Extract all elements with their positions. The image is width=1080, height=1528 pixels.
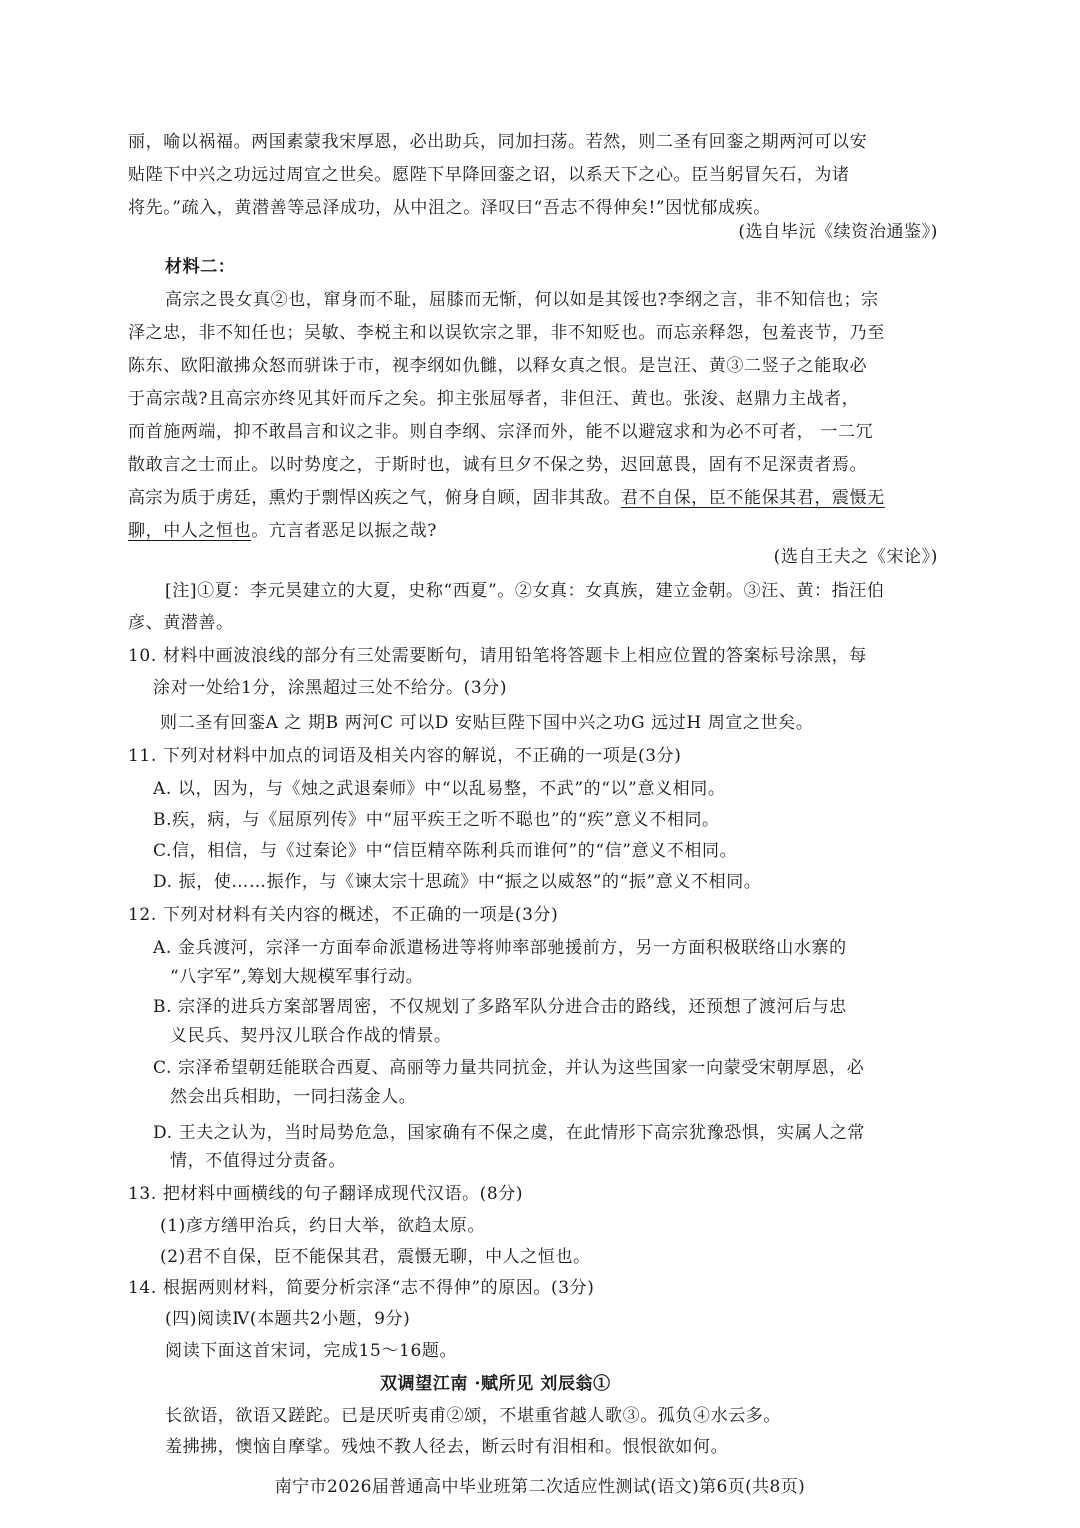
- question-10-stem: 10. 材料中画波浪线的部分有三处需要断句，请用铅笔将答题卡上相应位置的答案标号涂黑，每: [128, 646, 867, 666]
- poem-title: 双调望江南 ·赋所见 刘辰翁①: [380, 1374, 611, 1394]
- source-citation-2: (选自王夫之《宋论》): [773, 547, 938, 567]
- page-footer: 南宁市2026届普通高中毕业班第二次适应性测试(语文)第6页(共8页): [274, 1477, 806, 1497]
- question-13-item-1: (1)彦方缮甲治兵，约日大举，欲趋太原。: [160, 1216, 486, 1236]
- question-11-option-b: B.疾，病，与《屈原列传》中“屈平疾王之听不聪也”的“疾”意义不相同。: [153, 810, 720, 830]
- question-11-option-a: A. 以，因为，与《烛之武退秦师》中“以乱易整，不武”的“以”意义相同。: [153, 779, 726, 799]
- question-12-option-c: C. 宗泽希望朝廷能联合西夏、高丽等力量共同抗金，并认为这些国家一向蒙受宋朝厚恩，必: [153, 1058, 865, 1078]
- material2-line: 泽之忠，非不知任也；吴敏、李棁主和以误钦宗之罪，非不知贬也。而忘亲释怨，包羞丧节，乃至: [128, 323, 885, 343]
- material2-line: 高宗之畏女真②也，窜身而不耻，屈膝而无惭，何以如是其馁也?李纲之言，非不知信也；宗: [165, 290, 879, 310]
- material1-line: 将先。”疏入，黄潜善等忌泽成功，从中沮之。泽叹曰“吾志不得伸矣!”因忧郁成疾。: [128, 198, 771, 218]
- material2-line-text: 高宗为质于虏廷，熏灼于剽悍凶疾之气，俯身自顾，固非其敌。: [128, 488, 621, 508]
- question-12-option-d-cont: 情，不值得过分责备。: [170, 1151, 346, 1171]
- question-13-item-2: (2)君不自保，臣不能保其君，震慑无聊，中人之恒也。: [160, 1247, 591, 1267]
- section-4-title: (四)阅读Ⅳ(本题共2小题，9分): [165, 1309, 411, 1329]
- material1-line: 丽，喻以祸福。两国素蒙我宋厚恩，必出助兵，同加扫荡。若然，则二圣有回銮之期两河可以安: [128, 132, 868, 152]
- material2-title: 材料二：: [165, 257, 236, 277]
- notes-line: 彦、黄潜善。: [128, 613, 234, 633]
- material2-line: 于高宗哉?且高宗亦终见其奸而斥之矣。抑主张屈辱者，非但汪、黄也。张浚、赵鼎力主战者，: [128, 389, 860, 409]
- material2-line: [128, 487, 885, 509]
- question-11-option-c: C.信，相信，与《过秦论》中“信臣精卒陈利兵而谁何”的“信”意义不相同。: [153, 841, 738, 861]
- material2-line: 陈东、欧阳澈拂众怒而骈诛于市，视李纲如仇雠，以释女真之恨。是岂汪、黄③二竖子之能取必: [128, 356, 868, 376]
- question-12-option-b: B. 宗泽的进兵方案部署周密，不仅规划了多路军队分进合击的路线，还预想了渡河后与忠: [153, 997, 847, 1017]
- question-11-stem: 11. 下列对材料中加点的词语及相关内容的解说，不正确的一项是(3分): [128, 746, 682, 766]
- poem-line: 羞拂拂，懊恼自摩挲。残烛不教人径去，断云时有泪相和。恨恨欲如何。: [165, 1437, 729, 1457]
- material1-line: 贴陛下中兴之功远过周宣之世矣。愿陛下早降回銮之诏，以系天下之心。臣当躬冒矢石，为诸: [128, 165, 850, 185]
- question-12-option-a: A. 金兵渡河，宗泽一方面奉命派遣杨进等将帅率部驰援前方，另一方面积极联络山水寨的: [153, 938, 847, 958]
- question-10-stem-cont: 涂对一处给1分，涂黑超过三处不给分。(3分): [153, 678, 508, 698]
- question-12-stem: 12. 下列对材料有关内容的概述，不正确的一项是(3分): [128, 905, 559, 925]
- question-12-option-a-cont: “八字军”,筹划大规模军事行动。: [170, 967, 424, 987]
- material2-line: 散敢言之士而止。以时势度之，于斯时也，诚有旦夕不保之势，迟回葸畏，固有不足深责者焉。: [128, 455, 868, 475]
- question-11-option-d: D. 振，使……振作，与《谏太宗十思疏》中“振之以威怒”的“振”意义不相同。: [153, 872, 762, 892]
- material2-line-text: 。亢言者恶足以振之哉?: [251, 521, 437, 541]
- material2-line: 而首施两端，抑不敢昌言和议之非。则自李纲、宗泽而外，能不以避寇求和为必不可者， 一二冗: [128, 422, 874, 442]
- question-14-stem: 14. 根据两则材料，简要分析宗泽“志不得伸”的原因。(3分): [128, 1278, 595, 1298]
- underlined-sentence: 君不自保，臣不能保其君，震慑无: [620, 488, 885, 508]
- source-citation-1: (选自毕沅《续资治通鉴》): [738, 222, 938, 242]
- underlined-sentence: 聊，中人之恒也: [128, 521, 252, 541]
- section-4-instruction: 阅读下面这首宋词，完成15～16题。: [165, 1341, 458, 1361]
- question-13-stem: 13. 把材料中画横线的句子翻译成现代汉语。(8分): [128, 1184, 524, 1204]
- material2-line: [128, 520, 437, 542]
- question-12-option-b-cont: 义民兵、契丹汉儿联合作战的情景。: [170, 1026, 452, 1046]
- poem-line: 长欲语，欲语又蹉跎。已是厌听夷甫②颂，不堪重省越人歌③。孤负④水云多。: [165, 1406, 781, 1426]
- question-12-option-c-cont: 然会出兵相助，一同扫荡金人。: [170, 1087, 417, 1107]
- question-10-options: 则二圣有回銮A 之 期B 两河C 可以D 安贴巨陛下国中兴之功G 远过H 周宣之世矣。: [160, 713, 814, 733]
- question-12-option-d: D. 王夫之认为，当时局势危急，国家确有不保之虞，在此情形下高宗犹豫恐惧，实属人之常: [153, 1123, 866, 1143]
- notes-line: [注]①夏：李元昊建立的大夏，史称“西夏”。②女真：女真族，建立金朝。③汪、黄：指汪伯: [165, 581, 885, 601]
